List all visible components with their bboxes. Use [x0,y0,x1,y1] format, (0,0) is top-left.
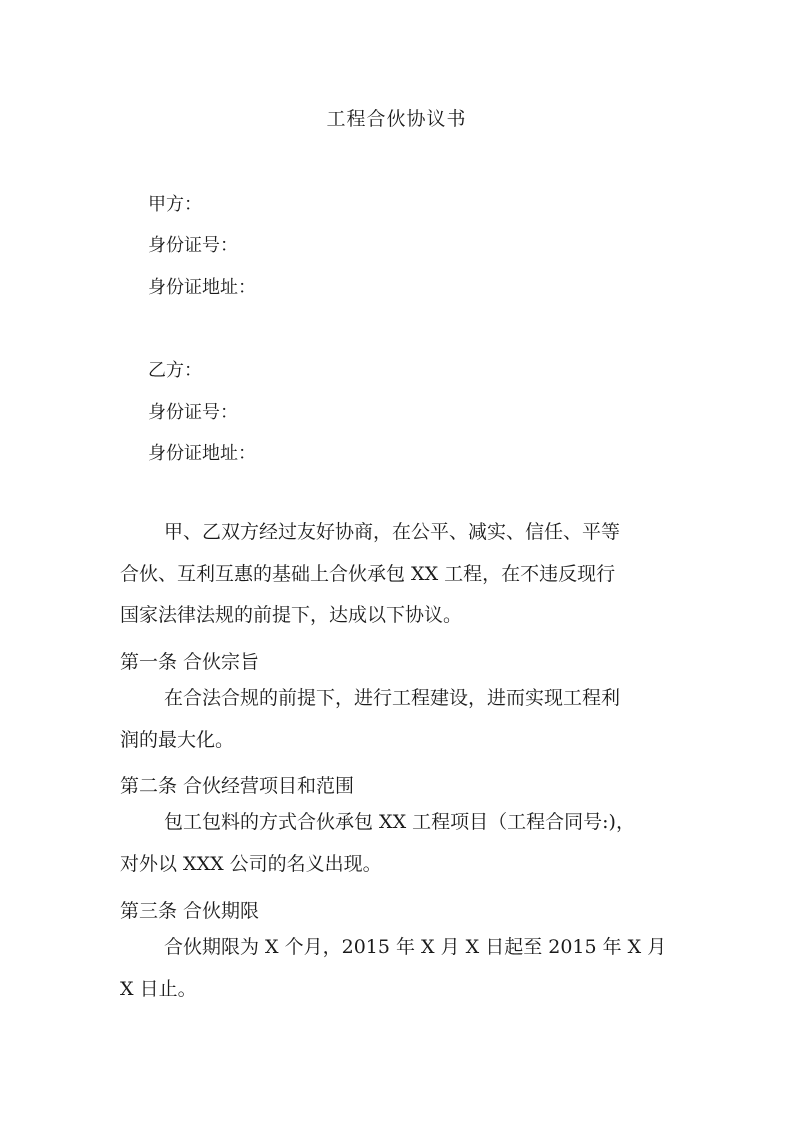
article-2-heading: 第二条 合伙经营项目和范围 [120,775,355,797]
article-1-line: 在合法合规的前提下，进行工程建设，进而实现工程利 [164,687,621,709]
party-a-id-address-label: 身份证地址： [148,277,256,298]
article-1-body [120,678,680,761]
article-2-line: 包工包料的方式合伙承包 XX 工程项目（工程合同号:)， [164,811,635,833]
party-b-id-number-label: 身份证号： [148,402,238,423]
article-3-line: 合伙期限为 X 个月，2015 年 X 月 X 日起至 2015 年 X 月 [164,936,667,958]
article-3-body [120,927,680,1010]
article-2-body [120,802,680,885]
article-2-line: 对外以 XXX 公司的名义出现。 [120,852,382,875]
article-3-heading: 第三条 合伙期限 [120,900,260,922]
party-a-label: 甲方： [148,194,202,215]
preamble-line: 合伙、互利互惠的基础上合伙承包 XX 工程，在不违反现行 [120,562,616,585]
article-1-line: 润的最大化。 [120,728,235,751]
party-b-id-address-label: 身份证地址： [148,443,256,464]
party-a-id-number-label: 身份证号： [148,235,238,256]
article-3-line: X 日止。 [120,977,197,1000]
preamble-line: 甲、乙双方经过友好协商，在公平、减实、信任、平等 [164,521,621,543]
preamble-line: 国家法律法规的前提下，达成以下协议。 [120,604,463,626]
document-title: 工程合伙协议书 [326,108,467,130]
party-b-label: 乙方： [148,360,202,381]
preamble-paragraph [120,512,680,637]
article-1-heading: 第一条 合伙宗旨 [120,651,260,673]
